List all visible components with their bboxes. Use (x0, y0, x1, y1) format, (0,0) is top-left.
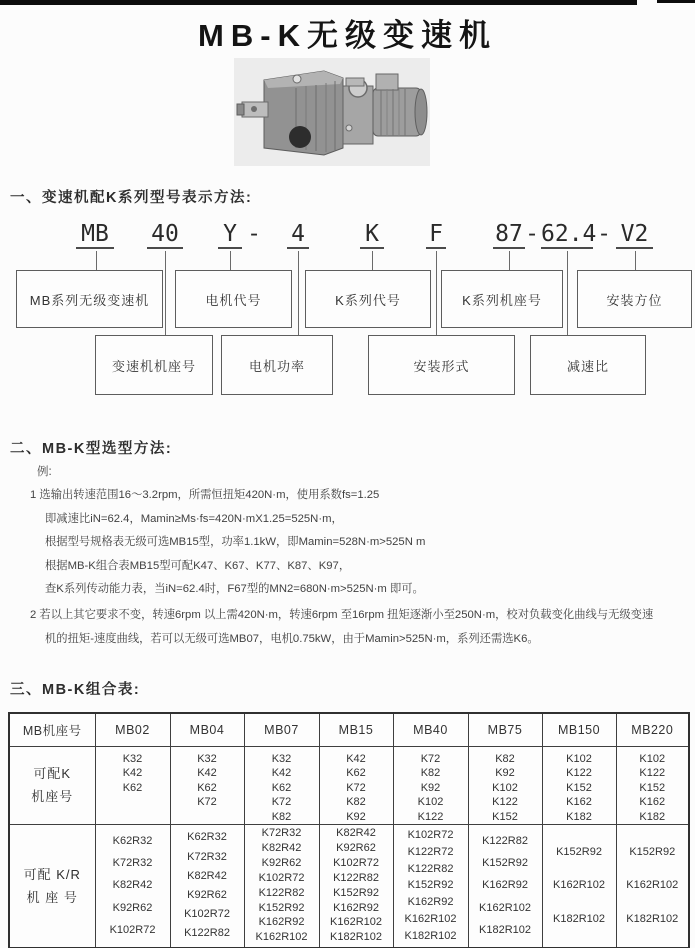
table-cell (319, 825, 393, 948)
model-code-diagram (0, 218, 695, 406)
cell-value: K162R102 (404, 912, 457, 925)
cell-value: K62R32 (187, 831, 227, 844)
legend-box-top: 安装方位 (577, 270, 692, 328)
table-cell (542, 746, 616, 825)
cell-value-list (617, 747, 689, 825)
code-part-V2: V2 (616, 220, 653, 249)
cell-value: K32 (122, 752, 143, 765)
cell-value: K42 (346, 752, 366, 765)
cell-value-list (245, 825, 319, 946)
legend-box-bottom: 变速机机座号 (95, 335, 213, 395)
cell-value: K92R62 (112, 901, 153, 914)
cell-value-list (617, 825, 689, 946)
cell-value: K162R92 (407, 896, 454, 908)
cell-value: K122R82 (258, 886, 305, 899)
cell-value: K182 (566, 810, 592, 823)
cell-value: K92R62 (336, 842, 376, 854)
table-cell (542, 825, 616, 948)
table-col-header: MB150 (542, 713, 616, 746)
scan-edge-mark (657, 0, 695, 3)
row-label-line: 机座号 (31, 789, 74, 805)
row-label-line: 可配K (33, 766, 72, 782)
cell-value: K62R32 (112, 834, 153, 847)
cell-value: K152R92 (407, 879, 454, 892)
cell-value: K82 (495, 752, 515, 765)
text-line: 根据MB-K组合表MB15型可配K47、K67、K77、K87、K97， (45, 559, 351, 572)
table-cell (244, 746, 319, 825)
row-label-cell (9, 825, 95, 948)
cell-value: K72R32 (261, 827, 302, 840)
table-cell (244, 825, 319, 948)
text-line: 查K系列传动能力表，当iN=62.4时，F67型的MN2=680N·m>525N·m 即可。 (45, 583, 424, 595)
scan-edge-bar (0, 0, 637, 5)
cell-value: K102R72 (184, 907, 230, 920)
table-cell (170, 746, 244, 825)
cell-value: K82 (346, 796, 366, 808)
cell-value: K152R92 (258, 901, 305, 914)
cell-value-list (394, 747, 468, 825)
cell-value: K102 (566, 752, 592, 765)
cell-value: K162R102 (479, 901, 531, 914)
cell-value: K62 (122, 781, 143, 794)
code-part-62.4: 62.4 (541, 221, 597, 247)
table-cell (616, 825, 689, 948)
cell-value: K102R72 (109, 923, 156, 936)
cell-value: K152R92 (629, 845, 676, 858)
legend-box-bottom: 安装形式 (368, 335, 515, 395)
legend-box-bottom: 电机功率 (221, 335, 333, 395)
cell-value: K102R72 (407, 829, 454, 841)
row-label-line: 可配 K/R (23, 866, 81, 882)
table-cell (95, 746, 170, 825)
section1-heading: 一、变速机配K系列型号表示方法: (10, 190, 253, 206)
table-cell (393, 746, 468, 825)
table-row (9, 825, 689, 948)
code-connector-line (436, 251, 437, 335)
cell-value: K162R102 (255, 931, 308, 944)
cell-value: K72 (346, 781, 366, 794)
legend-box-top: K系列代号 (305, 270, 431, 328)
legend-box-top: MB系列无级变速机 (16, 270, 163, 328)
code-connector-line (509, 251, 510, 270)
code-part-K: K (360, 220, 384, 249)
table-cell (170, 825, 244, 948)
cell-value: K102 (639, 752, 666, 765)
cell-value: K72R32 (187, 850, 227, 863)
table-header-row (9, 713, 689, 746)
code-part-40: 40 (147, 220, 183, 249)
cell-value-list (96, 747, 170, 796)
legend-box-top: 电机代号 (175, 270, 292, 328)
cell-value: K122R82 (407, 862, 454, 875)
cell-value: K82R42 (112, 879, 153, 892)
code-dash: - (597, 221, 611, 247)
cell-value: K32 (197, 752, 217, 765)
table-col-header: MB220 (616, 713, 689, 746)
code-connector-line (96, 251, 97, 270)
code-connector-line (298, 251, 299, 335)
cell-value-list (96, 825, 170, 946)
code-part-F: F (426, 220, 446, 249)
code-connector-line (165, 251, 166, 335)
table-col-header: MB75 (468, 713, 542, 746)
text-line: 根据型号规格表无级可选MB15型，功率1.1kW，即Mamin=528N·m>525N m (45, 536, 426, 548)
cell-value: K122 (417, 810, 444, 823)
code-dash: - (525, 221, 539, 247)
cell-value: K62 (197, 781, 217, 794)
cell-value: K122R82 (482, 834, 528, 847)
table-cell (616, 746, 689, 825)
cell-value: K162R102 (330, 916, 382, 929)
cell-value: K152R92 (482, 856, 528, 869)
cell-value: K182R102 (553, 912, 605, 925)
cell-value: K102 (492, 781, 518, 794)
table-row (9, 746, 689, 825)
cell-value-list (245, 747, 319, 825)
cell-value: K92 (495, 767, 515, 779)
cell-value: K152 (566, 781, 592, 794)
cell-value: K82 (420, 767, 441, 779)
cell-value: K102R72 (333, 856, 379, 869)
cell-value-list (171, 747, 244, 810)
cell-value: K152R92 (556, 845, 602, 858)
cell-value: K32 (271, 752, 292, 765)
table-col-header: MB40 (393, 713, 468, 746)
page-title: MB-K无级变速机 (198, 18, 497, 53)
selection-example-2 (30, 603, 653, 651)
cell-value: K92R62 (261, 856, 302, 869)
product-photo (234, 58, 430, 166)
cell-value: K92R62 (187, 888, 227, 901)
table-cell (319, 746, 393, 825)
cell-value: K152 (492, 810, 518, 823)
cell-value: K182R102 (404, 929, 457, 942)
cell-value: K162R92 (258, 916, 305, 929)
code-part-87: 87 (493, 220, 525, 249)
table-col-header: MB02 (95, 713, 170, 746)
cell-value: K42 (271, 767, 292, 779)
selection-example-1 (30, 484, 425, 602)
cell-value: K122 (492, 796, 518, 808)
cell-value-list (320, 747, 393, 825)
text-line: 2 若以上其它要求不变，转速6rpm 以上需420N·m，转速6rpm 至16rpm 扭矩逐渐小至250N·m，校对负载变化曲线与无级变速 (30, 609, 654, 621)
cell-value: K82R42 (187, 869, 227, 882)
code-part-Y: Y (218, 220, 242, 249)
code-connector-line (567, 251, 568, 335)
cell-value: K162R92 (482, 879, 528, 892)
cell-value-list (543, 747, 616, 825)
row-label-line: 机 座 号 (26, 889, 78, 905)
code-part-4: 4 (287, 220, 309, 249)
section3-heading: 三、MB-K组合表: (10, 682, 141, 698)
cell-value: K62 (346, 767, 366, 779)
cell-value-list (320, 825, 393, 946)
cell-value-list (469, 825, 542, 946)
code-connector-line (230, 251, 231, 270)
table-col-header: MB04 (170, 713, 244, 746)
cell-value: K92 (420, 781, 441, 794)
code-part-MB: MB (76, 220, 114, 249)
text-line: 即减速比iN=62.4，Mamin≥Ms·fs=420N·mX1.25=525N·m， (45, 512, 343, 525)
cell-value: K162 (639, 796, 666, 808)
cell-value: K72 (197, 796, 217, 808)
cell-value: K152R92 (333, 886, 379, 899)
cell-value: K102R72 (258, 871, 305, 884)
cell-value: K72R32 (112, 856, 153, 869)
cell-value: K122R82 (333, 871, 379, 884)
table-corner-header: MB机座号 (9, 713, 95, 746)
code-dash: - (247, 221, 261, 247)
cell-value: K162R102 (626, 879, 679, 892)
cell-value: K182R102 (479, 923, 531, 936)
cell-value: K162R102 (553, 879, 605, 892)
cell-value: K162 (566, 796, 592, 808)
cell-value: K82 (271, 810, 292, 823)
text-line: 1 选输出转速范围16～3.2rpm，所需恒扭矩420N·m，使用系数fs=1.25 (30, 489, 380, 501)
cell-value: K182 (639, 810, 666, 823)
section2-heading: 二、MB-K型选型方法: (10, 441, 173, 457)
table-col-header: MB15 (319, 713, 393, 746)
cell-value: K122R82 (184, 927, 230, 940)
code-connector-line (635, 251, 636, 270)
cell-value-list (171, 825, 244, 946)
cell-value: K42 (197, 767, 217, 779)
gearmotor-illustration (234, 58, 430, 166)
cell-value: K182R102 (626, 912, 679, 925)
table-cell (468, 825, 542, 948)
cell-value: K102 (417, 796, 444, 808)
cell-value-list (543, 825, 616, 946)
cell-value: K62 (271, 781, 292, 794)
cell-value: K122 (566, 767, 592, 779)
cell-value: K162R92 (333, 901, 379, 914)
table-cell (95, 825, 170, 948)
cell-value: K72 (271, 796, 292, 808)
cell-value: K122 (639, 767, 666, 779)
cell-value-list (394, 825, 468, 946)
code-connector-line (372, 251, 373, 270)
table-cell (393, 825, 468, 948)
cell-value: K152 (639, 781, 666, 794)
cell-value: K182R102 (330, 931, 382, 944)
cell-value: K122R72 (407, 845, 454, 858)
cell-value: K72 (420, 752, 441, 765)
cell-value: K82R42 (261, 842, 302, 854)
cell-value: K42 (122, 767, 143, 779)
legend-box-bottom: 减速比 (530, 335, 646, 395)
cell-value: K92 (346, 810, 366, 823)
example-label: 例: (37, 466, 52, 478)
combination-table (8, 712, 690, 948)
table-cell (468, 746, 542, 825)
cell-value-list (469, 747, 542, 825)
cell-value: K82R42 (336, 827, 376, 840)
text-line: 机的扭矩-速度曲线，若可以无级可选MB07，电机0.75kW，由于Mamin>525N·m，系列还需选K6。 (45, 633, 539, 645)
row-label-cell (9, 746, 95, 825)
legend-box-top: K系列机座号 (441, 270, 563, 328)
table-col-header: MB07 (244, 713, 319, 746)
